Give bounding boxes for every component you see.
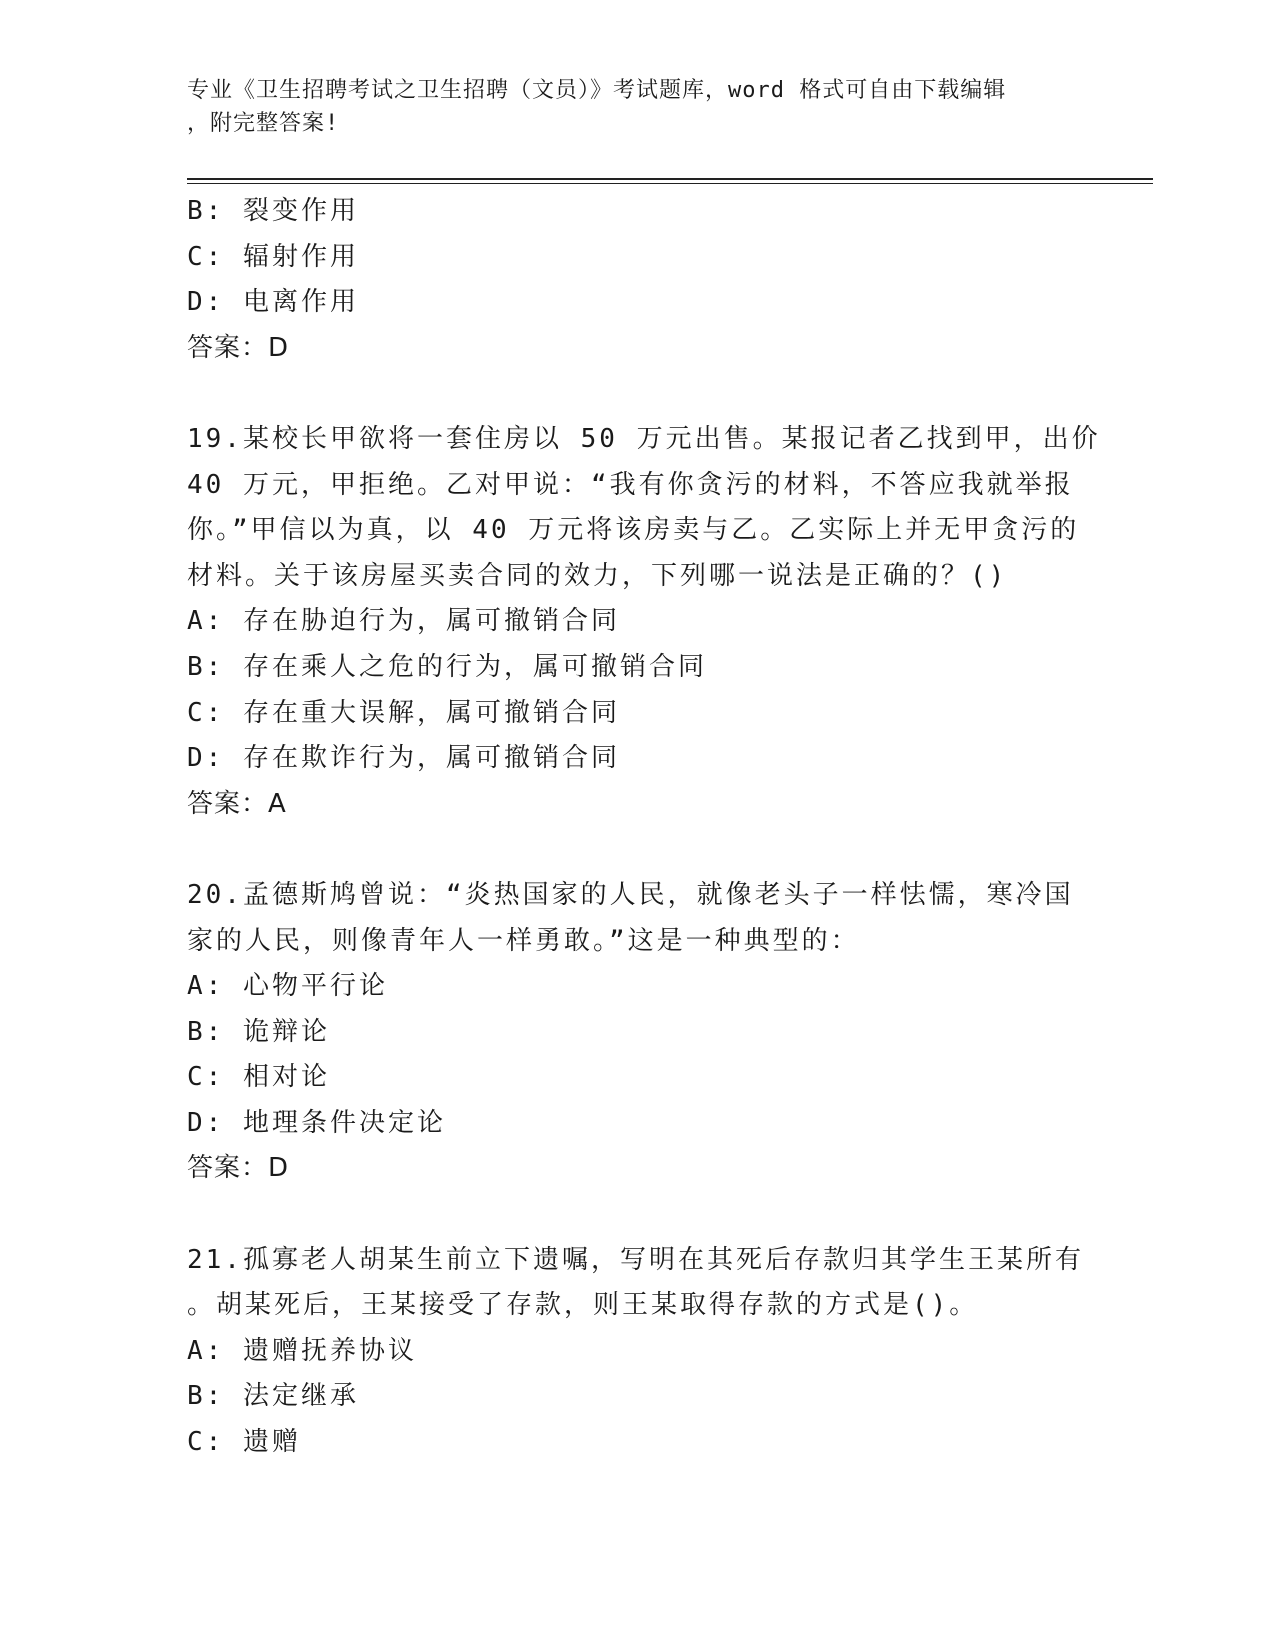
spacer (187, 827, 1087, 873)
question-18-tail (187, 189, 1087, 371)
question-stem-line: 你。”甲信以为真，以 40 万元将该房卖与乙。乙实际上并无甲贪污的 (187, 515, 1080, 546)
header-divider-thin (187, 183, 1153, 184)
answer-line: 答案：A (187, 788, 287, 819)
question-21 (187, 1238, 1087, 1466)
header-line-1: 专业《卫生招聘考试之卫生招聘（文员）》考试题库，word 格式可自由下载编辑 (187, 78, 1007, 103)
option-c: C: 遗赠 (187, 1427, 301, 1458)
question-stem-line: 家的人民，则像青年人一样勇敢。”这是一种典型的： (187, 925, 860, 956)
option-c: C: 相对论 (187, 1062, 330, 1093)
question-stem-line: 19.某校长甲欲将一套住房以 50 万元出售。某报记者乙找到甲，出价 (187, 423, 1101, 454)
question-stem-line: 材料。关于该房屋买卖合同的效力，下列哪一说法是正确的？() (187, 560, 1008, 591)
spacer (187, 371, 1087, 417)
spacer (187, 1192, 1087, 1238)
question-stem-line: 。胡某死后，王某接受了存款，则王某取得存款的方式是()。 (187, 1290, 979, 1321)
option-b: B: 存在乘人之危的行为，属可撤销合同 (187, 651, 707, 682)
option-d: D: 电离作用 (187, 287, 359, 318)
question-20 (187, 873, 1087, 1192)
answer-line: 答案：D (187, 1153, 290, 1184)
question-stem-line: 20.孟德斯鸠曾说：“炎热国家的人民，就像老头子一样怯懦，寒冷国 (187, 879, 1074, 910)
question-list (187, 189, 1101, 1466)
header-divider (187, 178, 1153, 180)
option-b: B: 诡辩论 (187, 1016, 330, 1047)
option-a: A: 心物平行论 (187, 971, 388, 1002)
option-b: B: 法定继承 (187, 1381, 359, 1412)
option-a: A: 遗赠抚养协议 (187, 1335, 417, 1366)
option-a: A: 存在胁迫行为，属可撤销合同 (187, 606, 620, 637)
option-d: D: 存在欺诈行为，属可撤销合同 (187, 743, 620, 774)
option-c: C: 辐射作用 (187, 241, 359, 272)
answer-line: 答案：D (187, 332, 290, 363)
option-d: D: 地理条件决定论 (187, 1107, 446, 1138)
question-stem-line: 40 万元，甲拒绝。乙对甲说：“我有你贪污的材料，不答应我就举报 (187, 469, 1074, 500)
question-19 (187, 417, 1101, 827)
option-c: C: 存在重大误解，属可撤销合同 (187, 697, 620, 728)
document-header (187, 74, 1067, 140)
option-b: B: 裂变作用 (187, 196, 359, 226)
question-stem-line: 21.孤寡老人胡某生前立下遗嘱，写明在其死后存款归其学生王某所有 (187, 1244, 1084, 1275)
header-line-2: ，附完整答案! (187, 111, 340, 136)
